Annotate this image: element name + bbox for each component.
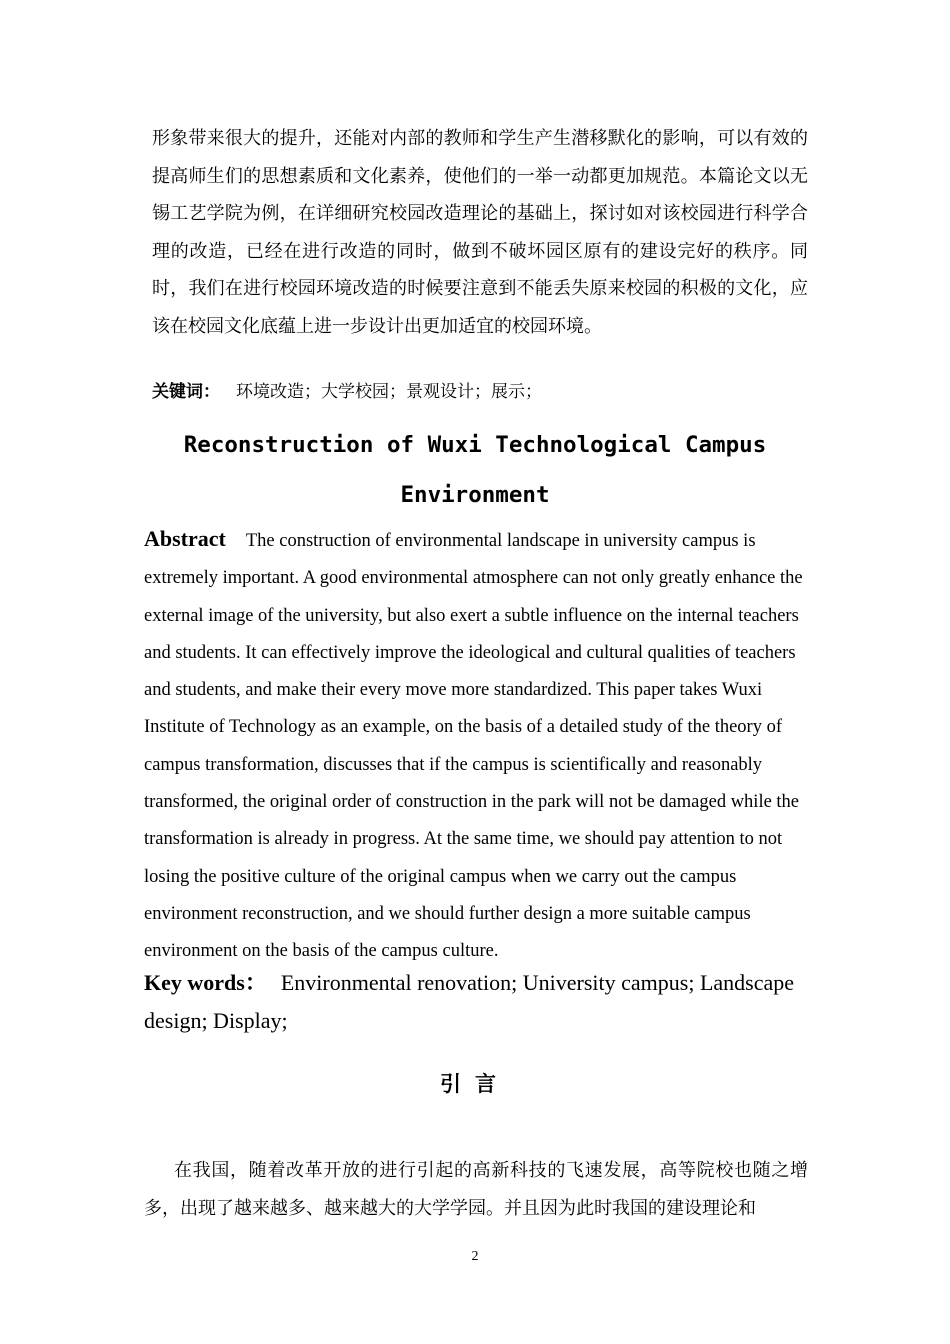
english-keywords-label: Key words： [144, 970, 267, 995]
introduction-heading: 引言 [440, 1071, 510, 1096]
english-abstract [144, 520, 810, 971]
english-keywords-text: Environmental renovation; University campus; Landscape design; Display; [144, 970, 795, 1033]
english-keywords [144, 964, 810, 1039]
chinese-abstract-continued: 形象带来很大的提升，还能对内部的教师和学生产生潜移默化的影响，可以有效的提高师生们的思想素质和文化素养，使他们的一举一动都更加规范。本篇论文以无锡工艺学院为例，在详细研究校园改造理论的基础上，探讨如对该校园进行科学合理的改造，已经在进行改造的同时，做到不破坏园区原有的建设完好的秩序。同时，我们在进行校园环境改造的时候要注意到不能丢失原来校园的积极的文化，应该在校园文化底蕴上进一步设计出更加适宜的校园环境。 [152, 128, 808, 337]
chinese-keywords-label: 关键词： [152, 382, 220, 402]
english-title: Reconstruction of Wuxi Technological Campus Environment [183, 432, 767, 508]
english-abstract-label: Abstract [144, 526, 226, 551]
english-abstract-text: The construction of environmental landscape in university campus is extremely important. A good environmental atmosphere can not only greatly enhance the external image of the university, but also exert a subtle influence on the internal teachers and students. It can effectively improve the ideological and cultural qualities of teachers and students, and make their every move more standardized. This paper takes Wuxi Institute of Technology as an example, on the basis of a detailed study of the theory of campus transformation, discusses that if the campus is scientifically and reasonably transformed, the original order of construction in the park will not be damaged while the transformation is already in progress. At the same time, we should pay attention to not losing the positive culture of the original campus when we carry out the campus environment reconstruction, and we should further design a more suitable campus environment on the basis of the campus culture. [144, 531, 803, 962]
chinese-keywords [152, 377, 542, 407]
page-number: 2 [471, 1249, 479, 1264]
chinese-keywords-text: 环境改造；大学校园；景观设计；展示； [236, 382, 542, 402]
introduction-paragraph: 在我国，随着改革开放的进行引起的高新科技的飞速发展，高等院校也随之增多，出现了越来越多、越来越大的大学学园。并且因为此时我国的建设理论和 [144, 1160, 808, 1219]
